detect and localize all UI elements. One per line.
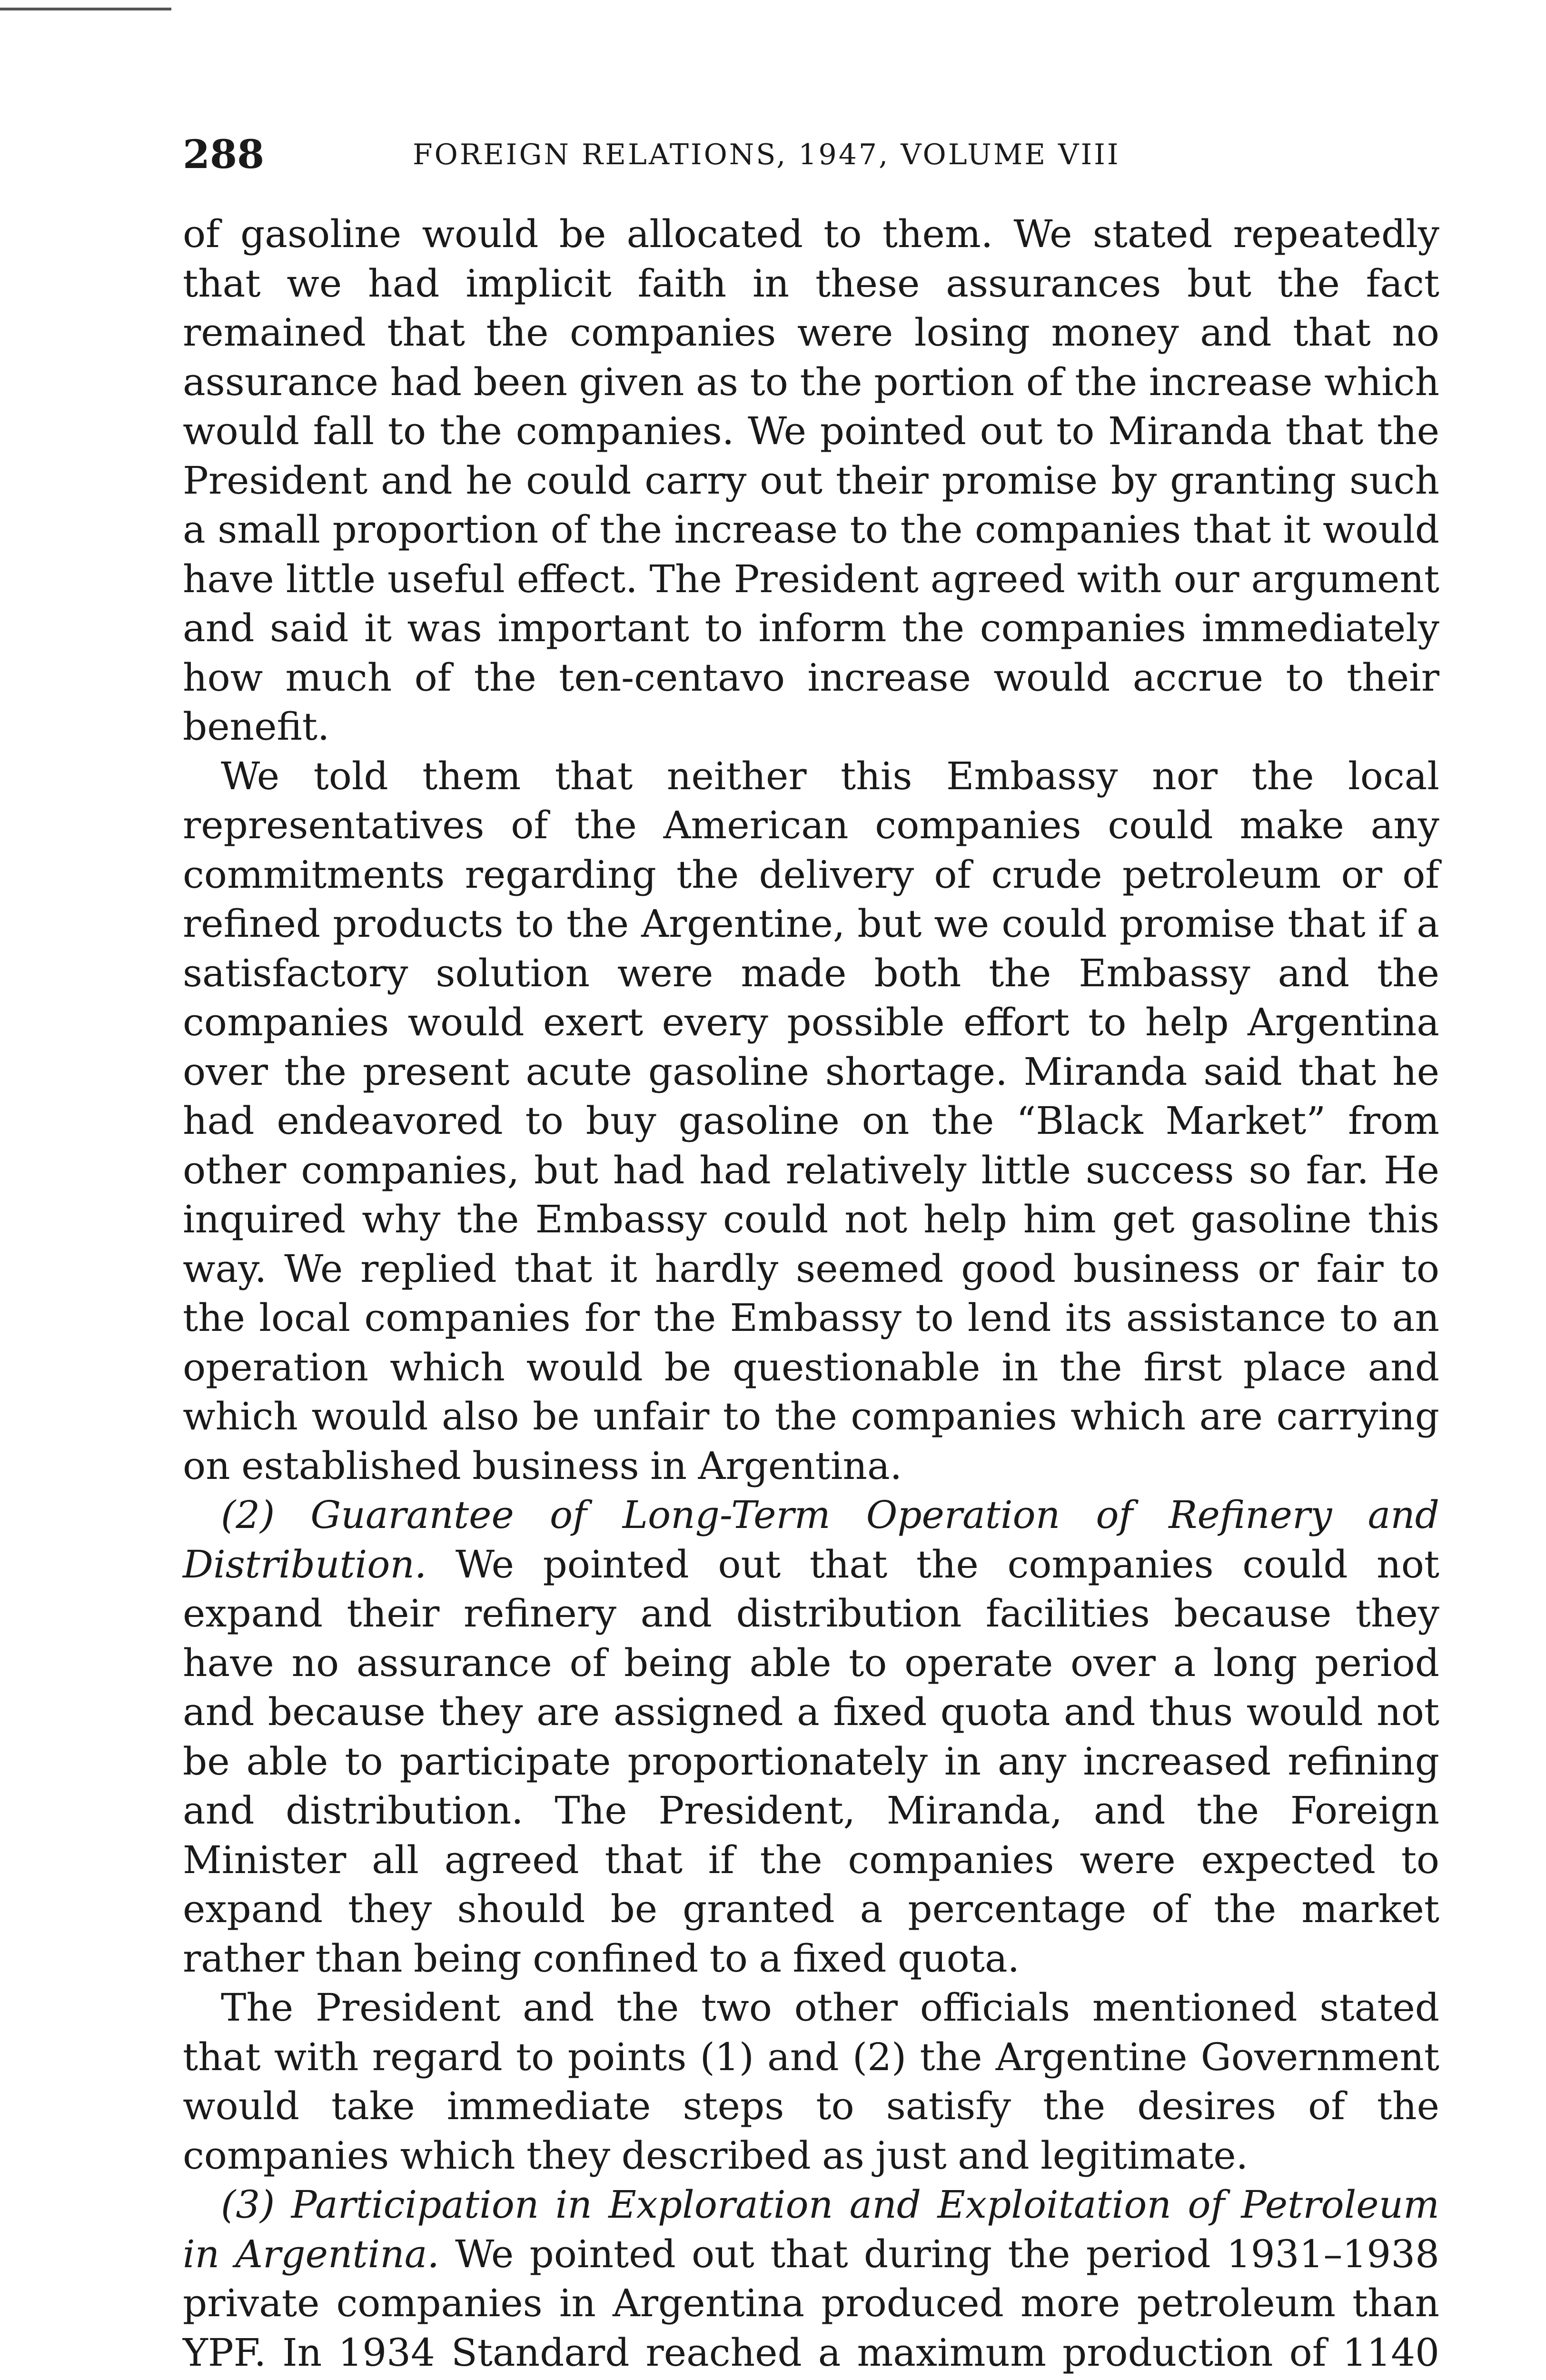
paragraph-long-term-operation	[183, 1490, 1439, 1983]
paragraph-text: We told them that neither this Embassy nor the local representatives of the American companies could make any commitments regarding the delivery of crude petroleum or of refined products to the Argentine, but we could promise that if a satisfactory solution were made both the Embassy and the companies would exert every possible effort to help Argentina over the present acute gasoline shortage. Miranda said that he had endeavored to buy gasoline on the “Black Market” from other companies, but had had relatively little success so far. He inquired why the Embassy could not help him get gasoline this way. We replied that it hardly seemed good business or fair to the local companies for the Embassy to lend its assistance to an operation which would be questionable in the first place and which would also be unfair to the companies which are carrying on established business in Argentina.	[183, 754, 1439, 1488]
section-heading: (2) Guarantee of Long-Term Operation of Refinery and Distribution.	[183, 1493, 1439, 1587]
section-heading: (3) Participation in Exploration and Exploitation of Petroleum in Argentina.	[183, 2182, 1439, 2276]
body-text	[183, 209, 1439, 2380]
running-head-title: FOREIGN RELATIONS, 1947, VOLUME VIII	[413, 138, 1120, 171]
paragraph-black-market	[183, 752, 1439, 1491]
paragraph-text: The President and the two other officials mentioned stated that with regard to points (1) and (2) the Argentine Government would take immediate steps to satisfy the desires of the companies which they described as just and legitimate.	[183, 1985, 1439, 2178]
paragraph-government-response	[183, 1983, 1439, 2180]
page-number: 288	[183, 132, 265, 178]
top-rule	[0, 8, 171, 10]
paragraph-continuation	[183, 209, 1439, 752]
paragraph-text: We pointed out that during the period 1931–1938 private companies in Argentina produced more petroleum than YPF. In 1934 Standard reached a maximum production of 1140	[183, 2231, 1440, 2375]
paragraph-exploration	[183, 2180, 1439, 2380]
paragraph-text: We pointed out that the companies could not expand their refinery and distribution facilities because they have no assurance of being able to operate over a long period and because they are assigned a fixed quota and thus would not be able to participate proportionately in any increased refining and distribution. The President, Miranda, and the Foreign Minister all agreed that if the companies were expected to expand they should be granted a percentage of the market rather than being confined to a fixed quota.	[183, 1542, 1439, 1981]
paragraph-text: of gasoline would be allocated to them. We stated repeatedly that we had implicit faith in these assurances but the fact remained that the companies were losing money and that no assurance had been given as to the portion of the increase which would fall to the companies. We pointed out to Miranda that the President and he could carry out their promise by granting such a small proportion of the increase to the companies that it would have little useful effect. The President agreed with our argument and said it was important to inform the companies immediately how much of the ten-centavo increase would accrue to their benefit.	[183, 212, 1439, 749]
running-head	[183, 129, 1449, 181]
